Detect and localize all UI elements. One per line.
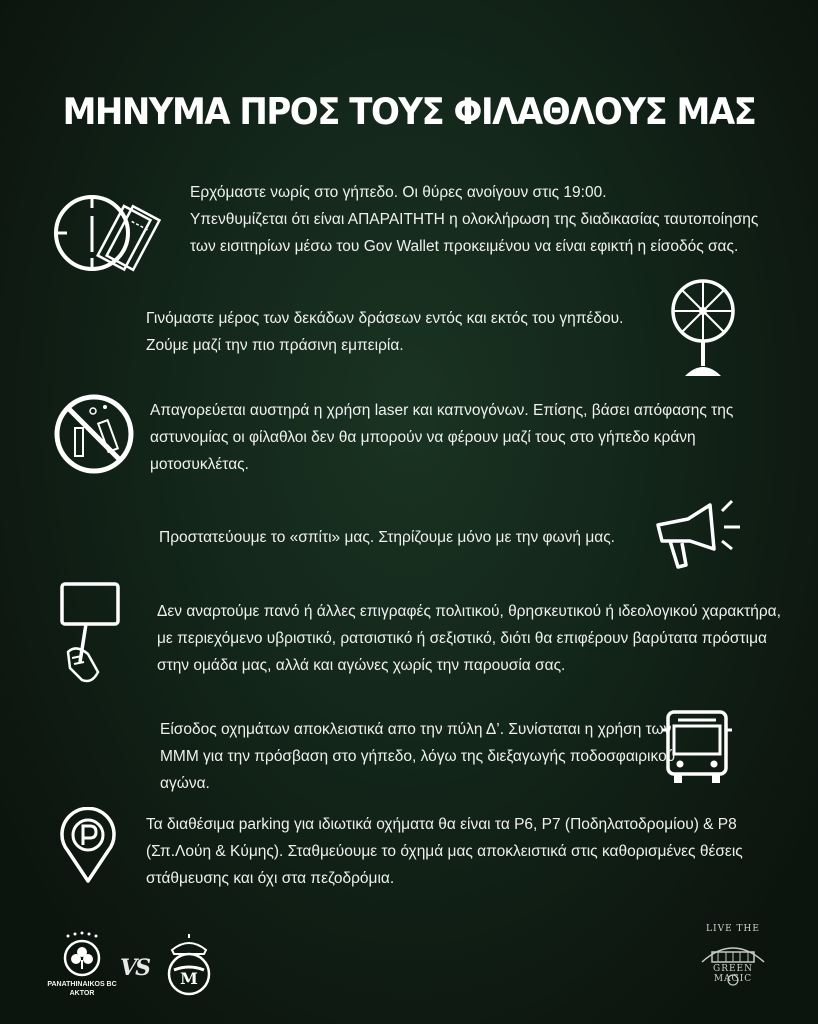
- item-line: (Σπ.Λούη & Κύμης). Σταθμεύουμε το όχημά μας αποκλειστικά στις καθορισμένες θέσεις: [146, 843, 743, 860]
- item-line: μοτοσυκλέτας.: [150, 456, 249, 473]
- shamrock-crest-icon: [58, 930, 106, 978]
- page-title: ΜΗΝΥΜΑ ΠΡΟΣ ΤΟΥΣ ΦΙΛΑΘΛΟΥΣ ΜΑΣ: [62, 90, 756, 134]
- item-line: στην ομάδα μας, αλλά και αγώνες χωρίς την παρουσία σας.: [157, 657, 566, 674]
- item-line: Γινόμαστε μέρος των δεκάδων δράσεων εντός και εκτός του γηπέδου.: [146, 310, 624, 327]
- live-the-green-magic-logo: [694, 924, 772, 992]
- info-item-vehicles: [160, 716, 675, 797]
- clock-tickets-icon: [52, 188, 180, 278]
- item-line: Προστατεύουμε το «σπίτι» μας. Στηρίζουμε μόνο με την φωνή μας.: [159, 529, 615, 546]
- info-item-arrival: [190, 179, 758, 260]
- item-line: ΜΜΜ για την πρόσβαση στο γήπεδο, λόγω της διεξαγωγής ποδοσφαιρικού: [160, 748, 676, 765]
- item-line: Ζούμε μαζί την πιο πράσινη εμπειρία.: [146, 337, 404, 354]
- home-team-name: PANATHINAIKOS BC AKTOR: [47, 981, 117, 997]
- item-line: Ερχόμαστε νωρίς στο γήπεδο. Οι θύρες ανοίγουν στις 19:00.: [190, 184, 607, 201]
- item-line: με περιεχόμενο υβριστικό, ρατσιστικό ή σεξιστικό, διότι θα επιφέρουν βαρύτατα πρόστιμα: [157, 630, 767, 647]
- item-line: Δεν αναρτούμε πανό ή άλλες επιγραφές πολιτικού, θρησκευτικού ή ιδεολογικού χαρακτήρα,: [157, 603, 781, 620]
- no-flares-icon: [53, 393, 135, 475]
- panathinaikos-logo: [46, 930, 118, 998]
- info-item-support: [159, 524, 615, 551]
- real-madrid-crest-icon: [164, 934, 214, 1001]
- item-line: Απαγορεύεται αυστηρά η χρήση laser και καπνογόνων. Επίσης, βάσει απόφασης της: [150, 402, 734, 419]
- svg-text:M: M: [180, 969, 198, 988]
- wheel-of-fortune-icon: [668, 278, 738, 378]
- bus-icon: [658, 708, 736, 786]
- item-line: Τα διαθέσιμα parking για ιδιωτικά οχήματα θα είναι τα Ρ6, Ρ7 (Ποδηλατοδρομίου) & Ρ8: [146, 816, 737, 833]
- item-line: αγώνα.: [160, 775, 210, 792]
- item-line: Είσοδος οχημάτων αποκλειστικά απο την πύλη Δ’. Συνίσταται η χρήση των: [160, 721, 672, 738]
- item-line: αστυνομίας οι φίλαθλοι δεν θα μπορούν να φέρουν μαζί τους στο γήπεδο κράνη: [150, 429, 696, 446]
- item-line: των εισιτηρίων μέσω του Gov Wallet προκειμένου να είναι εφικτή η είσοδός σας.: [190, 238, 739, 255]
- info-item-activities: [146, 305, 623, 359]
- item-line: στάθμευσης και όχι στα πεζοδρόμια.: [146, 870, 395, 887]
- info-item-banners: [157, 598, 781, 679]
- slogan-top: LIVE THE: [706, 924, 760, 934]
- versus-label: VS: [120, 955, 149, 981]
- item-line: Υπενθυμίζεται ότι είναι ΑΠΑΡΑΙΤΗΤΗ η ολοκλήρωση της διαδικασίας ταυτοποίησης: [190, 211, 759, 228]
- info-item-parking: [146, 811, 743, 892]
- parking-pin-icon: [60, 807, 116, 883]
- protest-sign-icon: [58, 580, 122, 688]
- slogan-bottom: GREEN MAGIC: [713, 964, 753, 984]
- megaphone-icon: [652, 497, 744, 573]
- info-item-prohibited: [150, 397, 733, 478]
